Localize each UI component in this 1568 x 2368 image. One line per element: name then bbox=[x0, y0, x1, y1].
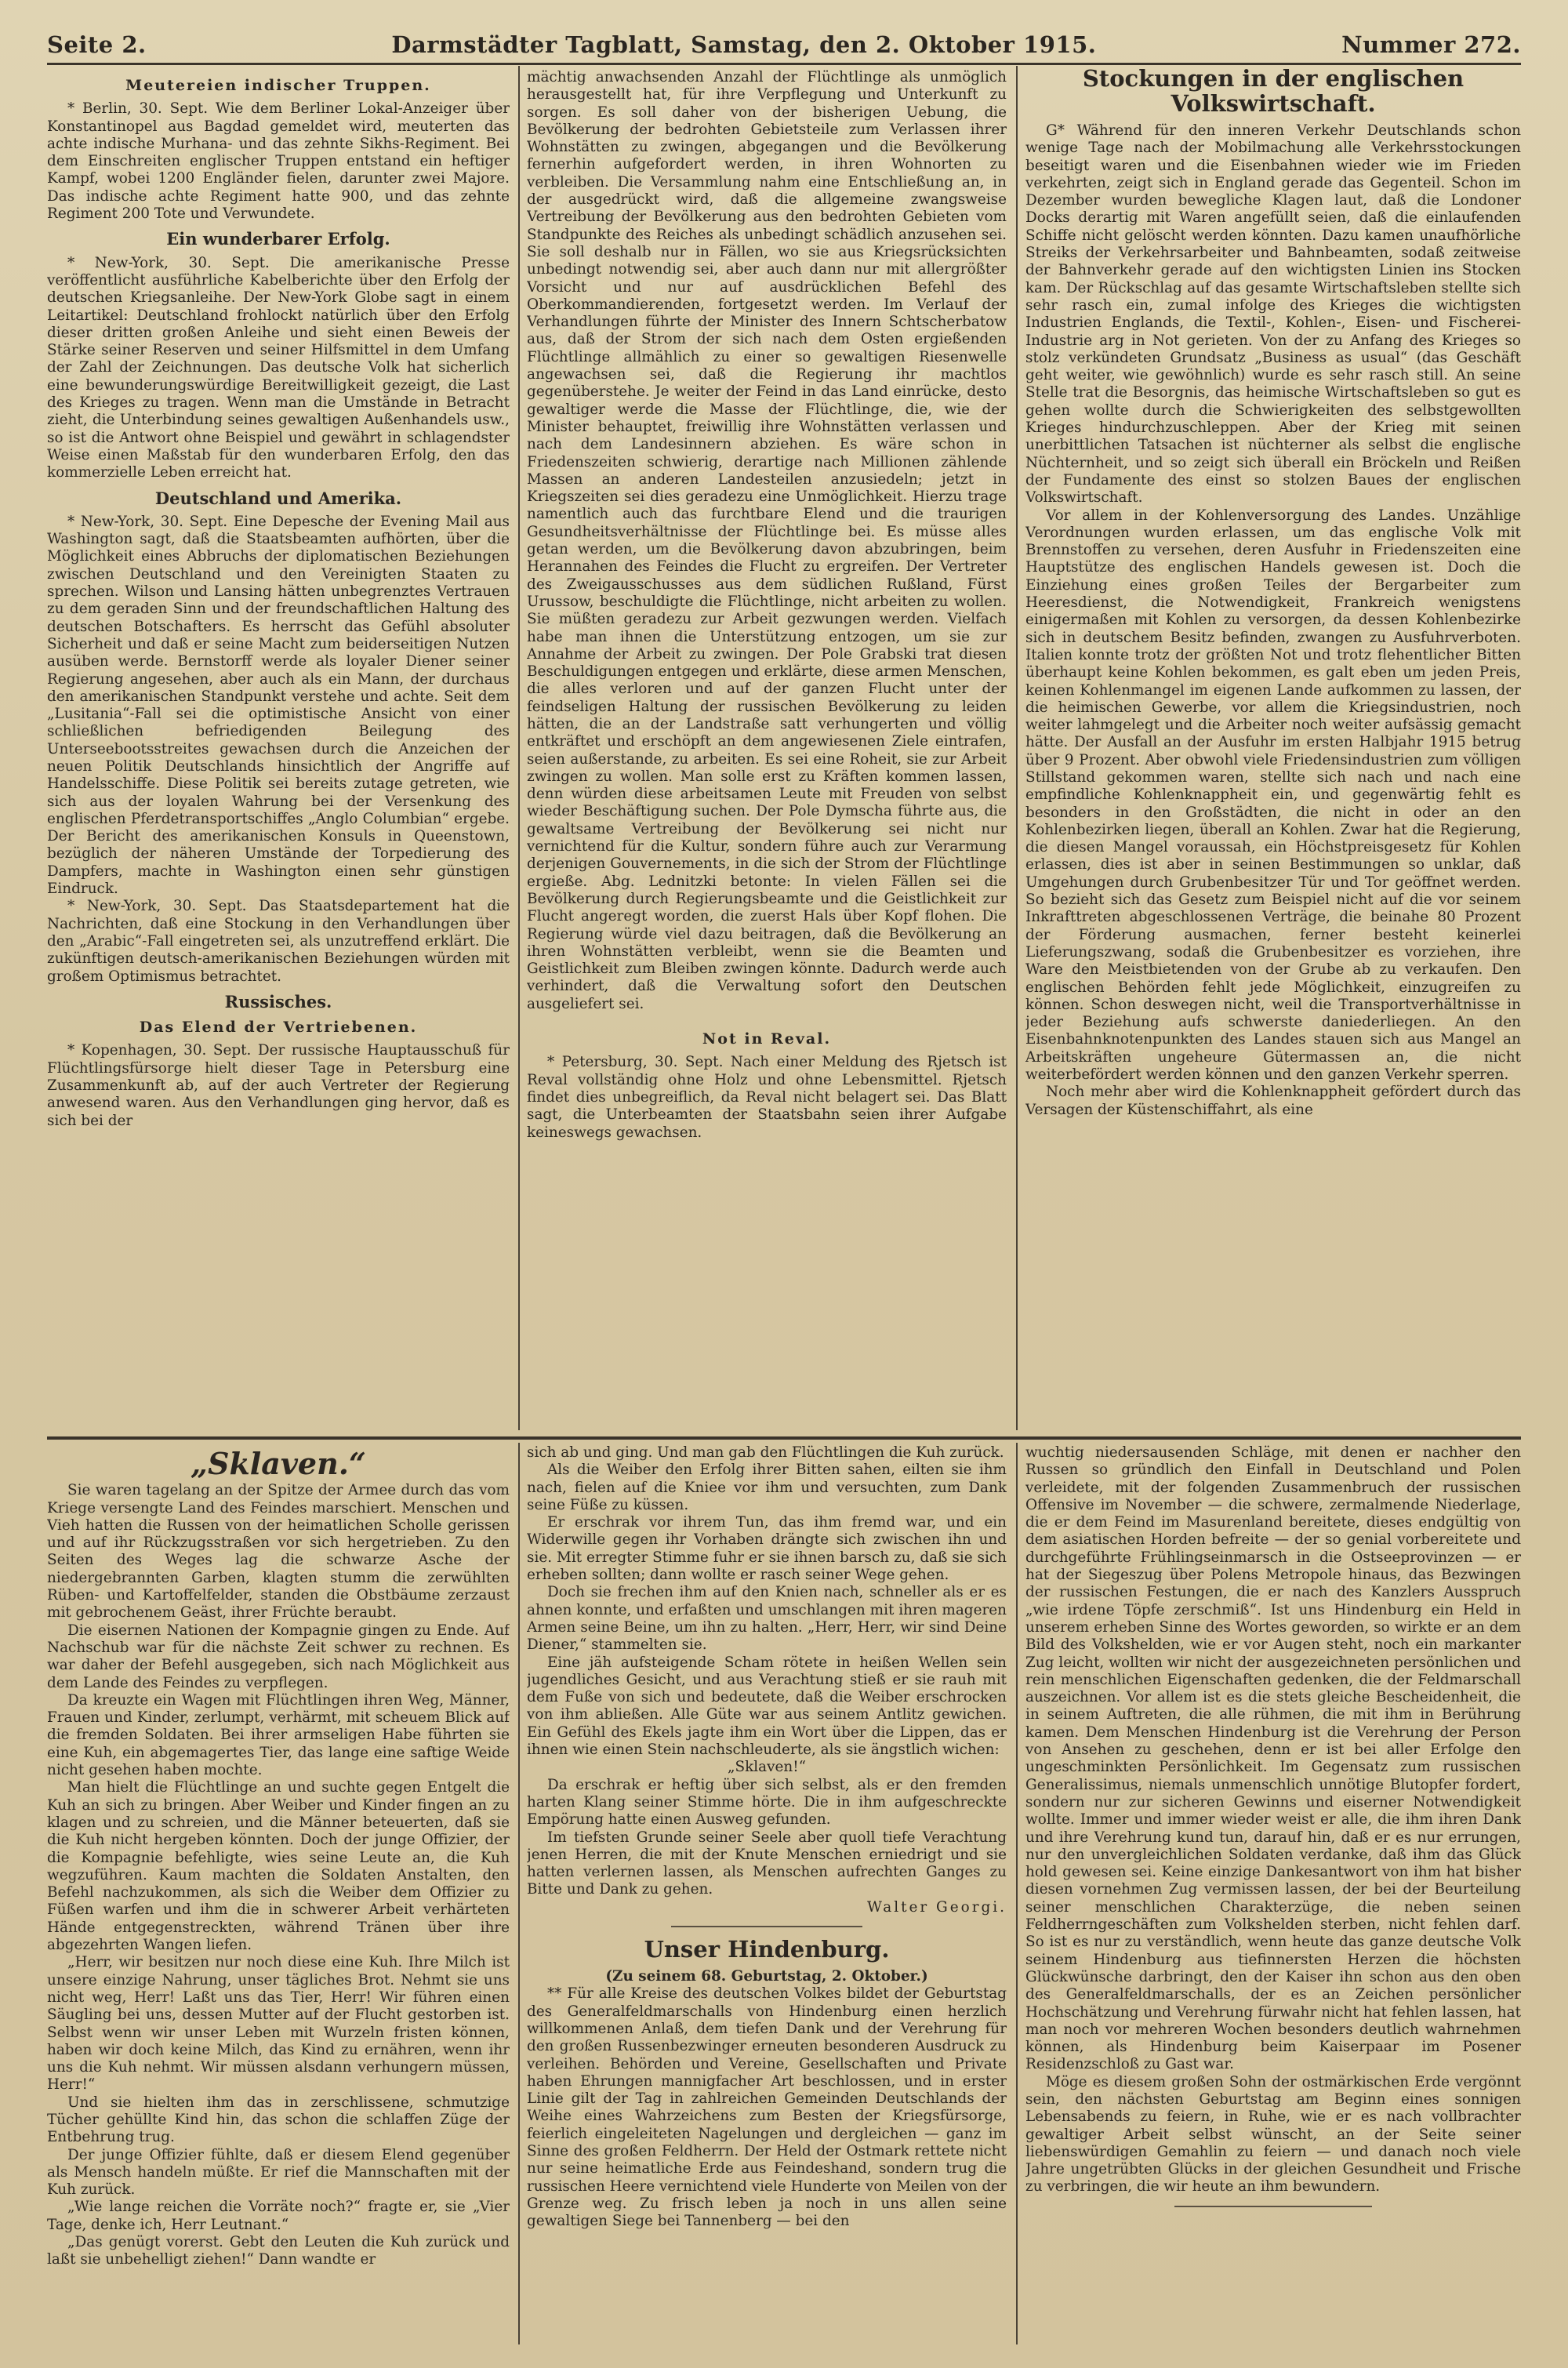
headline-deutschland-amerika: Deutschland und Amerika. bbox=[154, 488, 402, 508]
feuilleton-sklaven bbox=[47, 1444, 510, 2346]
page-header bbox=[47, 22, 1521, 58]
article-paragraph: G* Während für den inneren Verkehr Deutschlands schon wenige Tage nach der Mobilmachung alle Verkehrsstockungen beseitigt waren und die Eisenbahnen wieder wie im Frieden verkehrten, zeigt sich in England gerade das Gegenteil. Schon im Dezember wurden bewegliche Klagen laut, daß die Londoner Docks derartig mit Waren angefüllt seien, daß die einlaufenden Schiffe nicht gelöscht werden könnten. Dazu kamen unaufhörliche Streiks der Verkehrsarbeiter und Bahnbeamten, sodaß zeitweise der Bahnverkehr gerade auf den wichtigsten Linien ins Stocken kam. Der Rückschlag auf das gesamte Wirtschaftsleben stellte sich sehr rasch ein, zumal infolge des Krieges die wichtigsten Industrien Englands, die Textil-, Kohlen-, Eisen- und Fischerei-Industrie arg in Not gerieten. Von der zu Anfang des Krieges so stolz verkündeten Grundsatz „Business as usual“ (das Geschäft geht weiter, wie gewöhnlich) wurde es sehr rasch still. An seine Stelle trat die Besorgnis, das heimische Wirtschaftsleben so gut es gehen wollte durch die Schwierigkeiten des selbstgewollten Krieges hindurchzuschleppen. Aber der Krieg mit seinen unerbittlichen Tatsachen ist nüchterner als selbst die englische Nüchternheit, und so zeigt sich überall ein Bröckeln und Reißen der Fundamente des einst so stolzen Baues der englischen Volkswirtschaft. bbox=[1025, 122, 1521, 507]
headline-meutereien: Meutereien indischer Truppen. bbox=[125, 77, 431, 94]
feuilleton-middle bbox=[527, 1444, 1007, 2346]
headline-not-in-reval: Not in Reval. bbox=[702, 1030, 832, 1048]
header-rule bbox=[47, 63, 1521, 65]
page-label: Seite 2. bbox=[47, 31, 147, 58]
article-paragraph: mächtig anwachsenden Anzahl der Flüchtlinge als unmöglich herausgestellt hat, für ihre Verpflegung und Unterkunft zu sorgen. Es soll daher von der bisherigen Uebung, die Bevölkerung der bedrohten Gebietsteile zum Verlassen ihrer Wohnstätten zu zwingen, abgegangen und die Bevölkerung fernerhin aufgefordert werden, in ihren Wohnorten zu verbleiben. Die Versammlung nahm eine Entschließung an, in der ausgedrückt wird, daß die allgemeine zwangsweise Vertreibung der Bevölkerung aus den bedrohten Gebieten vom Standpunkte des Reiches als unbedingt schädlich anzusehen sei. Sie soll deshalb nur in Fällen, wo sie aus Kriegsrücksichten unbedingt notwendig sei, aber auch dann nur mit allergrößter Vorsicht und nur auf ausdrücklichen Befehl des Oberkommandierenden, fortgesetzt werden. Im Verlauf der Verhandlungen führte der Minister des Innern Schtscherbatow aus, daß der Strom der sich nach dem Osten ergießenden Flüchtlinge allmählich zu einer so gewaltigen Riesenwelle angewachsen sei, daß die Regierung ihr machtlos gegenüberstehe. Je weiter der Feind in das Land einrücke, desto gewaltiger werde die Masse der Flüchtlinge, die, wie der Minister behauptet, freiwillig ihre Wohnstätten verlassen und nach dem Landesinnern abziehen. Es wäre schon in Friedenszeiten schwierig, derartige nach Millionen zählende Massen an anderen Landesteilen anzusiedeln; jetzt in Kriegszeiten sei dies geradezu eine Unmöglichkeit. Hierzu trage namentlich auch das furchtbare Elend und die traurigen Gesundheitsverhältnisse der Flüchtlinge bei. Es müsse alles getan werden, um die Bevölkerung davon abzubringen, beim Herannahen des Feindes die Flucht zu ergreifen. Der Vertreter des Zweigausschusses aus dem südlichen Rußland, Fürst Urussow, beschuldigte die Flüchtlinge, nicht arbeiten zu wollen. Sie müßten geradezu zur Arbeit gezwungen werden. Vielfach habe man ihnen die Unterstützung entzogen, um sie zur Annahme der Arbeit zu zwingen. Der Pole Grabski trat diesen Beschuldigungen entgegen und erklärte, diese armen Menschen, die alles verloren und auf der ganzen Flucht unter der feindseligen Haltung der russischen Bevölkerung zu leiden hätten, die an der Landstraße satt verhungerten und völlig entkräftet und erschöpft an dem angewiesenen Ziele eintrafen, seien außerstande, zu arbeiten. Es sei eine Roheit, sie zur Arbeit zwingen zu wollen. Man solle erst zu Kräften kommen lassen, denn würden diese arbeitsamen Leute mit Freuden von selbst wieder Beschäftigung suchen. Der Pole Dymscha führte aus, die gewaltsame Vertreibung der Bevölkerung sei nicht nur vernichtend für die Kultur, sondern führe auch zur Verarmung derjenigen Gouvernements, in die sich der Strom der Flüchtlinge ergieße. Abg. Lednitzki betonte: In vielen Fällen sei die Bevölkerung durch Regierungsbeamte und die Geistlichkeit zur Flucht angeregt worden, die zuerst Hals über Kopf flohen. Die Regierung würde viel dazu beitragen, daß die Bevölkerung an ihren Wohnstätten verbleibt, wenn sie die Beamten und Geistlichkeit zum Bleiben zwingen könnte. Dadurch werde auch verhindert, daß die Verwaltung sofort den Deutschen ausgeliefert sei. bbox=[527, 69, 1007, 1012]
column-middle bbox=[527, 69, 1007, 1429]
story-paragraph: Die eisernen Nationen der Kompagnie gingen zu Ende. Auf Nachschub war für die nächste Zeit schwer zu rechnen. Es war daher der Befehl ausgegeben, sich nach Möglichkeit aus dem Lande des Feindes zu verpflegen. bbox=[47, 1622, 510, 1691]
headline-hindenburg: Unser Hindenburg. bbox=[644, 1936, 890, 1963]
story-paragraph: Als die Weiber den Erfolg ihrer Bitten sahen, eilten sie ihm nach, fielen auf die Kniee vor ihm und versuchten, zum Dank seine Füße zu küssen. bbox=[527, 1462, 1007, 1513]
story-paragraph: „Sklaven!“ bbox=[727, 1759, 807, 1776]
headline-erfolg: Ein wunderbarer Erfolg. bbox=[166, 229, 390, 249]
article-paragraph: * New-York, 30. Sept. Die amerikanische Presse veröffentlicht ausführliche Kabelberichte über den Erfolg der deutschen Kriegsanleihe. Der New-York Globe sagt in einem Leitartikel: Deutschland frohlockt natürlich über den Erfolg dieser dritten großen Anleihe und sieht einen Beweis der Stärke seiner Reserven und seiner Hilfsmittel in dem Umfang der Zahl der Zeichnungen. Das deutsche Volk hat sicherlich eine bewunderungswürdige Bereitwilligkeit gezeigt, die Last des Krieges zu tragen. Wenn man die Umstände in Betracht zieht, die Unterbindung seines gewaltigen Außenhandels usw., so ist die Antwort ohne Beispiel und gewährt in schlagendster Weise einen Maßstab für den wunderbaren Erfolg, den das kommerzielle Leben erreicht hat. bbox=[47, 254, 510, 481]
story-paragraph: Doch sie frechen ihm auf den Knien nach, schneller als er es ahnen konnte, und erfaßten und umschlangen mit ihren mageren Armen seine Beine, um ihn zu halten. „Herr, Herr, wir sind Deine Diener,“ stammelten sie. bbox=[527, 1584, 1007, 1654]
divider bbox=[1174, 2206, 1373, 2207]
story-paragraph: Und sie hielten ihm das in zerschlissene, schmutzige Tücher gehüllte Kind hin, das schon die schlaffen Züge der Entbehrung trug. bbox=[47, 2094, 510, 2146]
story-paragraph: Er erschrak vor ihrem Tun, das ihm fremd war, und ein Widerwille gegen ihr Vorhaben drängte sich zwischen ihn und sie. Mit erregter Stimme fuhr er sie ihnen barsch zu, daß sie sich erheben sollten; dann wollte er rasch seiner Wege gehen. bbox=[527, 1514, 1007, 1584]
article-paragraph: * New-York, 30. Sept. Eine Depesche der Evening Mail aus Washington sagt, daß die Staatsbeamten aufhörten, über die Möglichkeit eines Abbruchs der diplomatischen Beziehungen zwischen Deutschland und den Vereinigten Staaten zu sprechen. Wilson und Lansing hätten unbegrenztes Vertrauen zu dem geraden Sinn und der freundschaftlichen Haltung des deutschen Botschafters. Es herrscht das Gefühl absoluter Sicherheit und daß er seine Macht zum beiderseitigen Nutzen ausüben werde. Bernstorff werde als loyaler Diener seiner Regierung angesehen, aber auch als ein Mann, der durchaus den amerikanischen Standpunkt verstehe und achte. Seit dem „Lusitania“-Fall sei die optimistische Ansicht von einer schließlichen befriedigenden Beilegung des Unterseebootsstreites gewachsen durch die Anzeichen der neuen Politik Deutschlands hinsichtlich der Angriffe auf Handelsschiffe. Diese Politik sei bereits zutage getreten, wie sich aus der loyalen Wahrung bei der Versenkung des englischen Pferdetransportschiffes „Anglo Columbian“ ergebe. Der Bericht des amerikanischen Konsuls in Queenstown, bezüglich der näheren Umstände der Torpedierung des Dampfers, machte in Washington einen sehr günstigen Eindruck. bbox=[47, 513, 510, 898]
divider bbox=[671, 1926, 863, 1927]
headline-russisches: Russisches. bbox=[224, 991, 332, 1011]
masthead: Darmstädter Tagblatt, Samstag, den 2. Oktober 1915. bbox=[391, 31, 1097, 58]
column-hindenburg bbox=[1025, 1444, 1521, 2346]
story-paragraph: „Das genügt vorerst. Gebt den Leuten die Kuh zurück und laßt sie unbehelligt ziehen!“ Dann wandte er bbox=[47, 2234, 510, 2268]
story-paragraph: sich ab und ging. Und man gab den Flüchtlingen die Kuh zurück. bbox=[527, 1444, 1004, 1461]
article-paragraph: * Kopenhagen, 30. Sept. Der russische Hauptausschuß für Flüchtlingsfürsorge hielt dieser Tage in Petersburg eine Zusammenkunft ab, auf der auch Vertreter der Regierung anwesend waren. Aus den Verhandlungen ging hervor, daß es sich bei der bbox=[47, 1042, 510, 1129]
article-paragraph: Vor allem in der Kohlenversorgung des Landes. Unzählige Verordnungen wurden erlassen, um das englische Volk mit Brennstoffen zu versehen, deren Ausfuhr in Friedenszeiten eine Hauptstütze des englischen Handels gewesen ist. Doch die Einziehung eines großen Teiles der Bergarbeiter zum Heeresdienst, die Notwendigkeit, Frankreich wenigstens einigermaßen mit Kohlen zu versorgen, da dessen Kohlenbezirke sich in deutschem Besitz befinden, zwangen zu Ausfuhrverboten. Italien konnte trotz der größten Not und trotz flehentlicher Bitten überhaupt keine Kohlen bekommen, es galt eben um jeden Preis, keinen Kohlenmangel im eigenen Lande aufkommen zu lassen, der die heimischen Gewerbe, vor allem die Kriegsindustrien, noch weiter lahmgelegt und die Arbeiter noch weiter aufsässig gemacht hätte. Der Ausfall an der Ausfuhr im ersten Halbjahr 1915 betrug über 9 Prozent. Aber obwohl viele Friedensindustrien zum völligen Stillstand gekommen waren, stellte sich nach und nach eine empfindliche Kohlenknappheit ein, und gegenwärtig fehlt es besonders in den Großstädten, die nicht in oder an den Kohlenbezirken liegen, überall an Kohlen. Zwar hat die Regierung, die diesen Mangel voraussah, ein Höchstpreisgesetz für Kohlen erlassen, dies ist aber in seinen Bestimmungen so unklar, daß Umgehungen durch Grubenbesitzer Tür und Tor geöffnet werden. So bezieht sich das Gesetz zum Beispiel nicht auf die vor seinem Inkrafttreten abgeschlossenen Verträge, die beinahe 80 Prozent der Förderung ausmachen, ferner besteht keinerlei Lieferungszwang, sodaß die Grubenbesitzer es vorziehen, ihre Ware den Meistbietenden von der Grube ab zu verkaufen. Den englischen Behörden fehlt jede Möglichkeit, einzugreifen zu können. Schon deswegen nicht, weil die Transportverhältnisse in jeder Beziehung aufs schwerste daniederliegen. An den Eisenbahnknotenpunkten des Landes stauen sich aus Mangel an Arbeitskräften ungeheure Gütermassen an, die nicht weiterbefördert werden können und den ganzen Verkehr sperren. bbox=[1025, 507, 1521, 1084]
column-divider bbox=[518, 1443, 520, 2344]
story-paragraph: Da erschrak er heftig über sich selbst, als er den fremden harten Klang seiner Stimme hörte. Die in ihm aufgeschreckte Empörung hatte einen Ausweg gefunden. bbox=[527, 1776, 1007, 1829]
article-paragraph: * Berlin, 30. Sept. Wie dem Berliner Lokal-Anzeiger über Konstantinopel aus Bagdad gemeldet wird, meuterten das achte indische Murhana- und das zehnte Sikhs-Regiment. Bei dem Einschreiten englischer Truppen entstand ein heftiger Kampf, wobei 1200 Engländer fielen, darunter zwei Majore. Das indische achte Regiment hatte 900, und das zehnte Regiment 200 Tote und Verwundete. bbox=[47, 100, 510, 223]
section-rule bbox=[47, 1436, 1521, 1440]
story-paragraph: Da kreuzte ein Wagen mit Flüchtlingen ihren Weg, Männer, Frauen und Kinder, zerlumpt, verhärmt, mit scheuem Blick auf die fremden Soldaten. Bei ihrer armseligen Habe führten sie eine Kuh, ein abgemagertes Tier, das lange eine saftige Weide nicht gesehen haben mochte. bbox=[47, 1691, 510, 1779]
story-paragraph: „Wie lange reichen die Vorräte noch?“ fragte er, sie „Vier Tage, denke ich, Herr Leutnant.“ bbox=[47, 2199, 510, 2233]
story-paragraph: Der junge Offizier fühlte, daß er diesem Elend gegenüber als Mensch handeln müßte. Er rief die Mannschaften mit der Kuh zurück. bbox=[47, 2146, 510, 2199]
article-paragraph: * Petersburg, 30. Sept. Nach einer Meldung des Rjetsch ist Reval vollständig ohne Holz und ohne Lebensmittel. Rjetsch findet dies unbegreiflich, da Reval nicht belagert sei. Das Blatt sagt, die Unterbeamten der Staatsbahn seien ihrer Aufgabe keineswegs gewachsen. bbox=[527, 1054, 1007, 1141]
issue-number: Nummer 272. bbox=[1341, 31, 1521, 58]
column-divider bbox=[518, 66, 520, 1430]
story-paragraph: Sie waren tagelang an der Spitze der Armee durch das vom Kriege versengte Land des Feindes marschiert. Menschen und Vieh hatten die Russen von der heimatlichen Scholle gerissen und auf ihr Rückzugsstraßen vor sich hergetrieben. Zu den Seiten des Weges lag die schwarze Asche der niedergebrannten Garben, klagten stumm die zerwühlten Rüben- und Kartoffelfelder, standen die Obstbäume zerzaust mit gebrochenem Geäst, ihrer Früchte beraubt. bbox=[47, 1482, 510, 1622]
story-paragraph: wuchtig niedersausenden Schläge, mit denen er nachher den Russen so gründlich den Einfall in Deutschland und Polen verleidete, mit der folgenden Zusammenbruch der russischen Offensive im November — die schwere, zermalmende Niederlage, die er dem Feind im Masurenland bereitete, dieses endgültig von dem asiatischen Horden befreite — der so genial vorbereitete und durchgeführte Frühlingseinmarsch in die Ostseeprovinzen — er hat der Siegeszug über Polens Metropole hinaus, das Bezwingen der russischen Festungen, die er nach des Kanzlers Ausspruch „wie irdene Töpfe zerschmiß“. Ist uns Hindenburg ein Held in unserem erheben Sinne des Wortes geworden, so wirkte er an dem Bild des Volkshelden, wie er vor Augen steht, noch ein markanter Zug leicht, wollten wir nicht der ausgezeichneten persönlichen und rein menschlichen Eigenschaften gedenken, die der Feldmarschall auszeichnen. Vor allem ist es die stets gleiche Bescheidenheit, die in seinem Auftreten, die alle rühmen, die mit ihm in Berührung kamen. Dem Menschen Hindenburg ist die Verehrung der Person von Ansehen zu geschehen, denn er ist bei aller Erfolge den ungeschminkten Persönlichkeit. Im Gegensatz zum russischen Generalissimus, niemals unmenschlich unnötige Blutopfer fordert, sondern nur zur sicheren Gewinns und eiserner Notwendigkeit wollte. Immer und immer wieder weist er alle, die ihm ihren Dank und ihre Verehrung kund tun, darauf hin, daß er es nur errungen, nur den unvergleichlichen Soldaten verdanke, daß ihm das Glück hold gewesen sei. Keine einzige Dankesantwort von ihm hat bisher diesen vornehmen Zug vermissen lassen, der bei der Beurteilung seiner menschlichen Charakterzüge, die neben seinen Feldherrngeschäften zum Volkshelden sterben, nicht fehlen darf. So ist es nur zu verständlich, wenn heute das ganze deutsche Volk seinem Hindenburg aus tiefinnersten Herzen die höchsten Glückwünsche darbringt, den der Kaiser ihn schon aus den oben des Generalfeldmarschalls, der es an Zeichen persönlicher Hochschätzung und Verehrung fürwahr nicht hat fehlen lassen, hat man noch vor mehreren Wochen besonders deutlich wahrnehmen können, als Hindenburg beim Kaiserpaar im Posener Residenzschloß zu Gast war. bbox=[1025, 1444, 1521, 2073]
story-paragraph: ** Für alle Kreise des deutschen Volkes bildet der Geburtstag des Generalfeldmarschalls von Hindenburg einen herzlich willkommenen Anlaß, dem tiefen Dank und der Verehrung für den großen Russenbezwinger erneuten besonderen Ausdruck zu verleihen. Behörden und Vereine, Gesellschaften und Private haben Ehrungen mannigfacher Art beschlossen, und in erster Linie gilt der Tag in zahlreichen Gemeinden Deutschlands der Weihe eines Wahrzeichens zum Besten der Kriegsfürsorge, feierlich eingeleiteten Nagelungen und dergleichen — ganz im Sinne des großen Feldherrn. Der Held der Ostmark rettete nicht nur seine heimatliche Erde aus Feindeshand, sondern trug die russischen Heere vernichtend viele Hunderte von Meilen von der Grenze weg. Zu frisch leben ja noch in uns allen seine gewaltigen Siege bei Tannenberg — bei den bbox=[527, 1985, 1007, 2230]
story-paragraph: Man hielt die Flüchtlinge an und suchte gegen Entgelt die Kuh an sich zu bringen. Aber Weiber und Kinder fingen an zu klagen und zu schreien, und die Männer beteuerten, daß sie die Kuh nicht hergeben könnten. Doch der junge Offizier, der die Kompagnie befehligte, wies seine Leute an, die Kuh wegzuführen. Kaum machten die Soldaten Anstalten, den Befehl nachzukommen, als sich die Weiber dem Offizier zu Füßen warfen und ihm die in schwerer Arbeit verhärteten Hände entgegenstreckten, während Tränen über ihre abgezehrten Wangen liefen. bbox=[47, 1779, 510, 1954]
story-paragraph: Im tiefsten Grunde seiner Seele aber quoll tiefe Verachtung jenen Herren, die mit der Knute Menschen erniedrigt und sie hatten verlernen lassen, als Menschen aufrechten Ganges zu Bitte und Dank zu gehen. bbox=[527, 1829, 1007, 1898]
column-right bbox=[1025, 66, 1521, 1429]
column-left bbox=[47, 69, 510, 1429]
story-paragraph: Möge es diesem großen Sohn der ostmärkischen Erde vergönnt sein, den nächsten Geburtstag am Beginn eines sonnigen Lebensabends zu feiern, in Ruhe, wie er es nach vollbrachter gewaltiger Arbeit selbst wünscht, an der Seite seiner liebenswürdigen Gemahlin zu feiern — und danach noch viele Jahre ungetrübten Glücks in der gleichen Gesundheit und Frische zu verbringen, die wir heute an ihm bewundern. bbox=[1025, 2073, 1521, 2195]
author-signature: Walter Georgi. bbox=[867, 1898, 1007, 1916]
story-paragraph: Eine jäh aufsteigende Scham rötete in heißen Wellen sein jugendliches Gesicht, und aus Verachtung stieß er sie rauh mit dem Fuße von sich und bedeutete, daß die Weiber erschrocken von ihm abließen. Alle Güte war aus seinem Antlitz gewichen. Ein Gefühl des Ekels jagte ihm ein Wort über die Lippen, das er ihnen wie einen Stein nachschleuderte, als sie ängstlich wichen: bbox=[527, 1654, 1007, 1759]
column-divider bbox=[1016, 1443, 1018, 2344]
subheadline-birthday: (Zu seinem 68. Geburtstag, 2. Oktober.) bbox=[605, 1968, 928, 1985]
headline-sklaven: „Sklaven.“ bbox=[191, 1446, 366, 1481]
column-divider bbox=[1016, 66, 1018, 1430]
subheadline-elend: Das Elend der Vertriebenen. bbox=[139, 1019, 418, 1037]
story-paragraph: „Herr, wir besitzen nur noch diese eine Kuh. Ihre Milch ist unsere einzige Nahrung, unser tägliches Brot. Nehmt sie uns nicht weg, Herr! Laßt uns das Tier, Herr! Wir führen einen Säugling bei uns, dessen Mutter auf der Flucht gestorben ist. Selbst wenn wir unser Leben mit Wurzeln fristen können, haben wir doch keine Milch, das Kind zu ernähren, wenn ihr uns die Kuh nehmt. Wir müssen alsdann verhungern müssen, Herr!“ bbox=[47, 1954, 510, 2094]
article-paragraph: Noch mehr aber wird die Kohlenknappheit gefördert durch das Versagen der Küstenschiffahrt, als eine bbox=[1025, 1084, 1521, 1118]
article-paragraph: * New-York, 30. Sept. Das Staatsdepartement hat die Nachrichten, daß eine Stockung in den Verhandlungen über den „Arabic“-Fall eingetreten sei, als unzutreffend erklärt. Die zukünftigen deutsch-amerikanischen Beziehungen würden mit großem Optimismus betrachtet. bbox=[47, 898, 510, 985]
headline-stockungen: Stockungen in der englischen Volkswirtschaft. bbox=[1082, 66, 1465, 117]
